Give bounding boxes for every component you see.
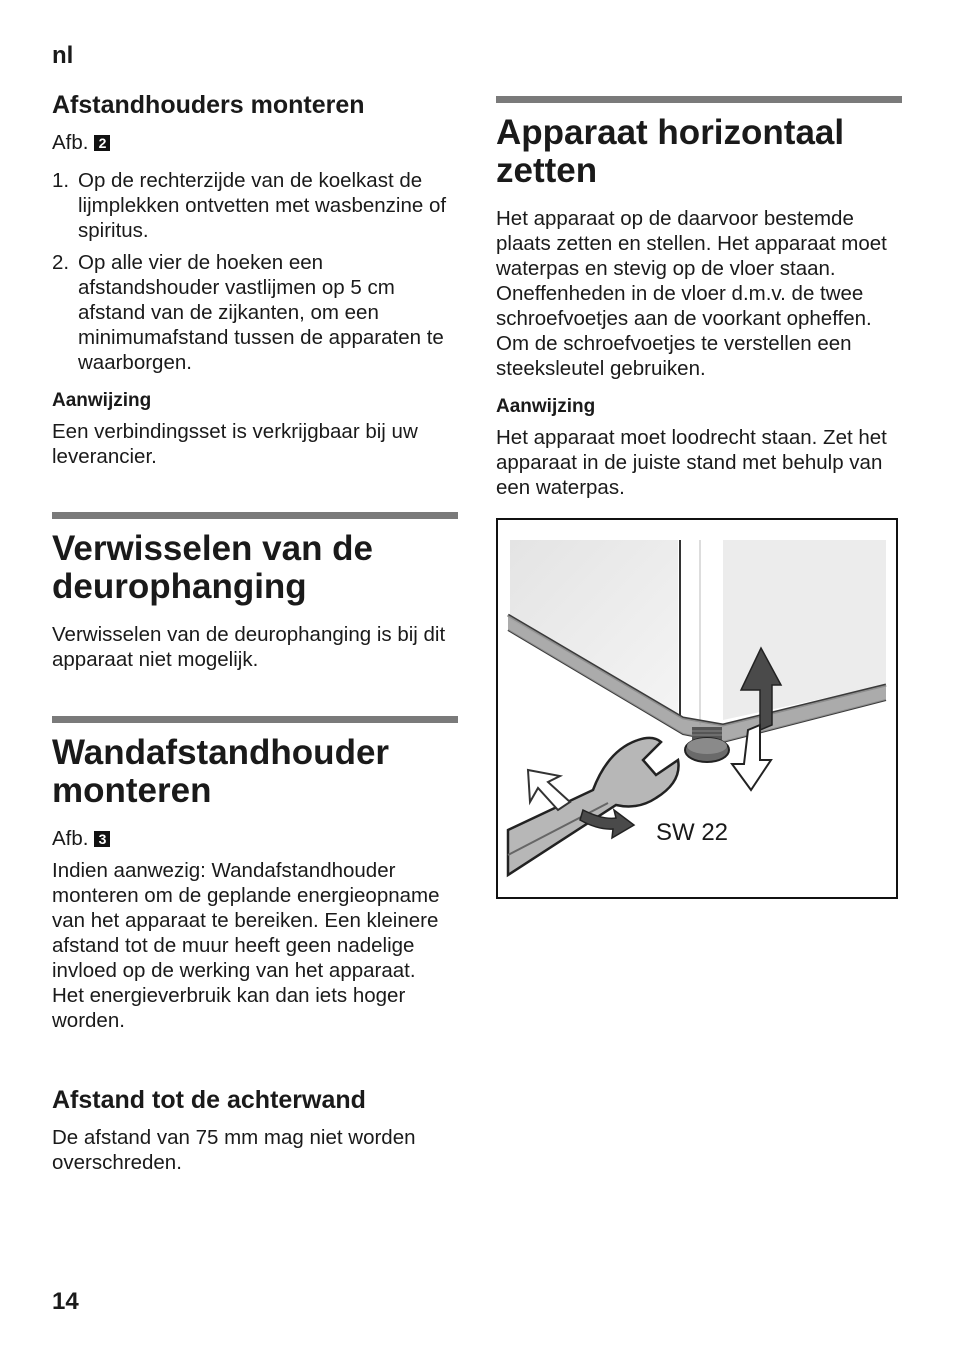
figure-reference xyxy=(52,130,458,155)
wrench-size-label: SW 22 xyxy=(656,819,729,846)
note-text: Een verbindingsset is verkrijgbaar bij uw leverancier. xyxy=(52,420,418,468)
leveling-illustration xyxy=(496,518,898,899)
figure-reference xyxy=(52,826,458,851)
section-title-spacers: Afstandhouders monteren xyxy=(52,91,365,119)
step-text: Op alle vier de hoeken een afstandshouder vastlijmen op 5 cm afstand van de zijkanten, om een minimumafstand tussen de apparaten te waarborgen. xyxy=(78,251,444,374)
instruction-list xyxy=(52,168,458,382)
list-item xyxy=(52,168,458,243)
figure-number-badge: 3 xyxy=(94,831,110,847)
list-item xyxy=(52,250,458,375)
step-number: 2. xyxy=(52,251,70,274)
note-title: Aanwijzing xyxy=(52,390,152,411)
figure-label: Afb. xyxy=(52,827,89,850)
section-text-leveling: Het apparaat op de daarvoor bestemde plaats zetten en stellen. Het apparaat moet waterpas en stevig op de vloer staan. Oneffenheden in de vloer d.m.v. de twee schroefvoetjes aan de voorkant opheffen. Om de schroefvoetjes te verstellen een steeksleutel gebruiken. xyxy=(496,207,887,380)
appliance-foot-wrench-drawing xyxy=(498,520,896,897)
section-title-back-wall: Afstand tot de achterwand xyxy=(52,1086,366,1114)
step-text: Op de rechterzijde van de koelkast de lijmplekken ontvetten met wasbenzine of spiritus. xyxy=(78,169,447,242)
section-text-door-hinge: Verwisselen van de deurophanging is bij dit apparaat niet mogelijk. xyxy=(52,623,446,671)
section-divider xyxy=(52,512,458,519)
section-divider xyxy=(496,96,902,103)
step-number: 1. xyxy=(52,169,70,192)
section-title-wall-spacer: Wandafstandhouder monteren xyxy=(52,733,390,810)
rotate-arrow-filled-icon xyxy=(580,810,634,838)
wrench-icon xyxy=(508,738,679,875)
figure-label: Afb. xyxy=(52,131,89,154)
page-number: 14 xyxy=(52,1288,79,1315)
language-code: nl xyxy=(52,42,74,69)
note-text: Het apparaat moet loodrecht staan. Zet het apparaat in de juiste stand met behulp van een waterpas. xyxy=(496,426,887,499)
appliance-side-panel xyxy=(510,540,678,715)
section-divider xyxy=(52,716,458,723)
rotate-arrow-outline-icon xyxy=(528,770,570,810)
section-text-wall-spacer: Indien aanwezig: Wandafstandhouder monteren om de geplande energieopname van het apparaat te bereiken. Een kleinere afstand tot de muur heeft geen nadelige invloed op de werking van het apparaat. Het energieverbruik kan dan iets hoger worden. xyxy=(52,859,440,1032)
note-title: Aanwijzing xyxy=(496,396,596,417)
section-text-back-wall: De afstand van 75 mm mag niet worden overschreden. xyxy=(52,1126,416,1174)
section-title-door-hinge: Verwisselen van de deurophanging xyxy=(52,529,374,606)
section-title-leveling: Apparaat horizontaal zetten xyxy=(496,113,845,190)
figure-number-badge: 2 xyxy=(94,135,110,151)
